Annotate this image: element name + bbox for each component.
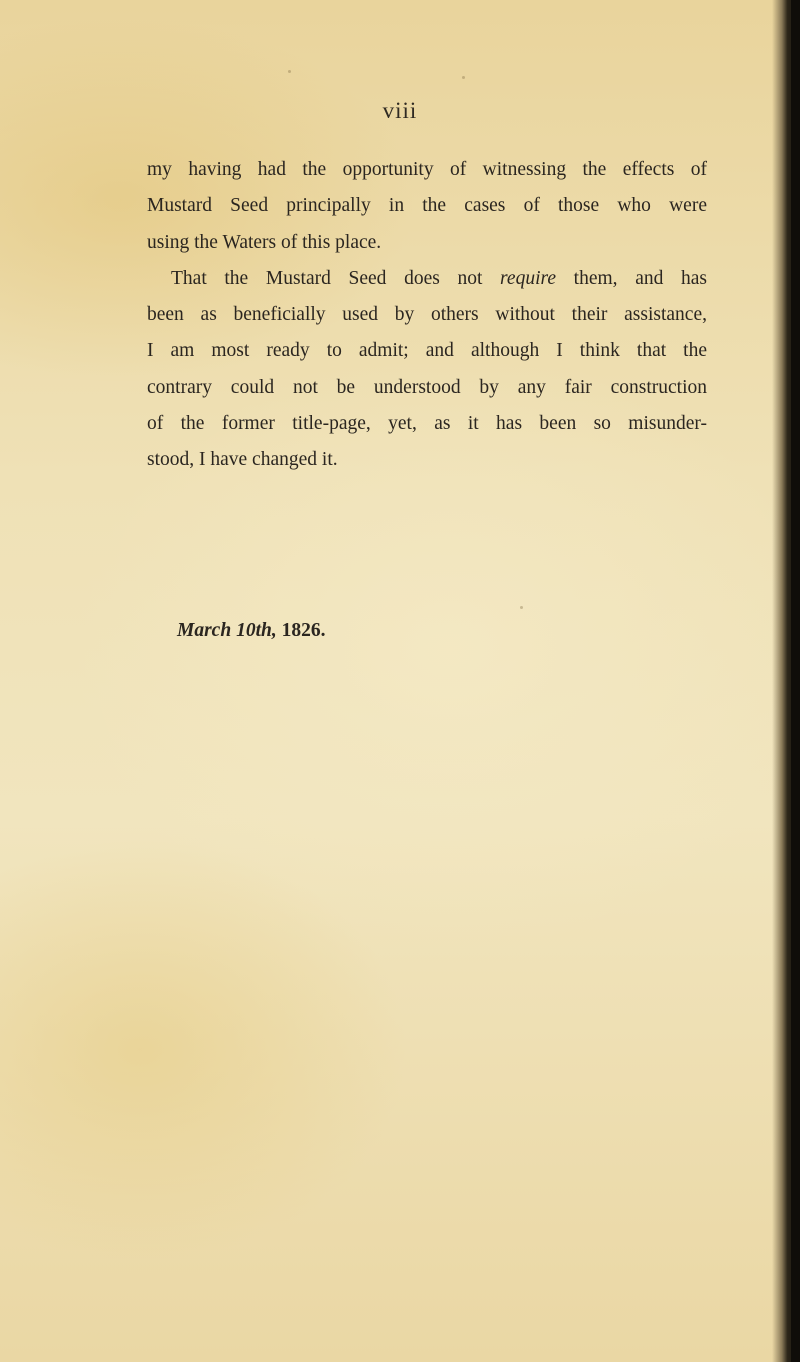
paper-speck bbox=[520, 606, 523, 609]
date-signature bbox=[177, 620, 325, 642]
paper-speck bbox=[288, 70, 291, 73]
text-line: been as beneficially used by others without their assistance, bbox=[147, 304, 707, 326]
signature-month: March bbox=[177, 620, 232, 641]
text-line bbox=[147, 261, 707, 297]
text-segment: That the Mustard Seed does not bbox=[171, 267, 501, 289]
text-line: using the Waters of this place. bbox=[147, 231, 382, 253]
body-text bbox=[147, 152, 707, 479]
signature-year: 1826. bbox=[281, 620, 326, 641]
text-line: of the former title-page, yet, as it has been so misunder- bbox=[147, 413, 707, 435]
italic-word: require bbox=[500, 267, 557, 289]
page-number: viii bbox=[382, 98, 418, 123]
text-line: contrary could not be understood by any fair construction bbox=[147, 376, 707, 398]
paper-speck bbox=[462, 76, 465, 79]
text-line: my having had the opportunity of witnessing the effects of bbox=[147, 159, 707, 180]
text-line: Mustard Seed principally in the cases of those who were bbox=[147, 195, 707, 217]
signature-day: 10th, bbox=[236, 620, 277, 641]
text-line: stood, I have changed it. bbox=[147, 449, 338, 471]
text-line: I am most ready to admit; and although I think that the bbox=[147, 340, 707, 362]
binding-edge bbox=[791, 0, 800, 1362]
text-segment: them, and has bbox=[556, 267, 707, 289]
